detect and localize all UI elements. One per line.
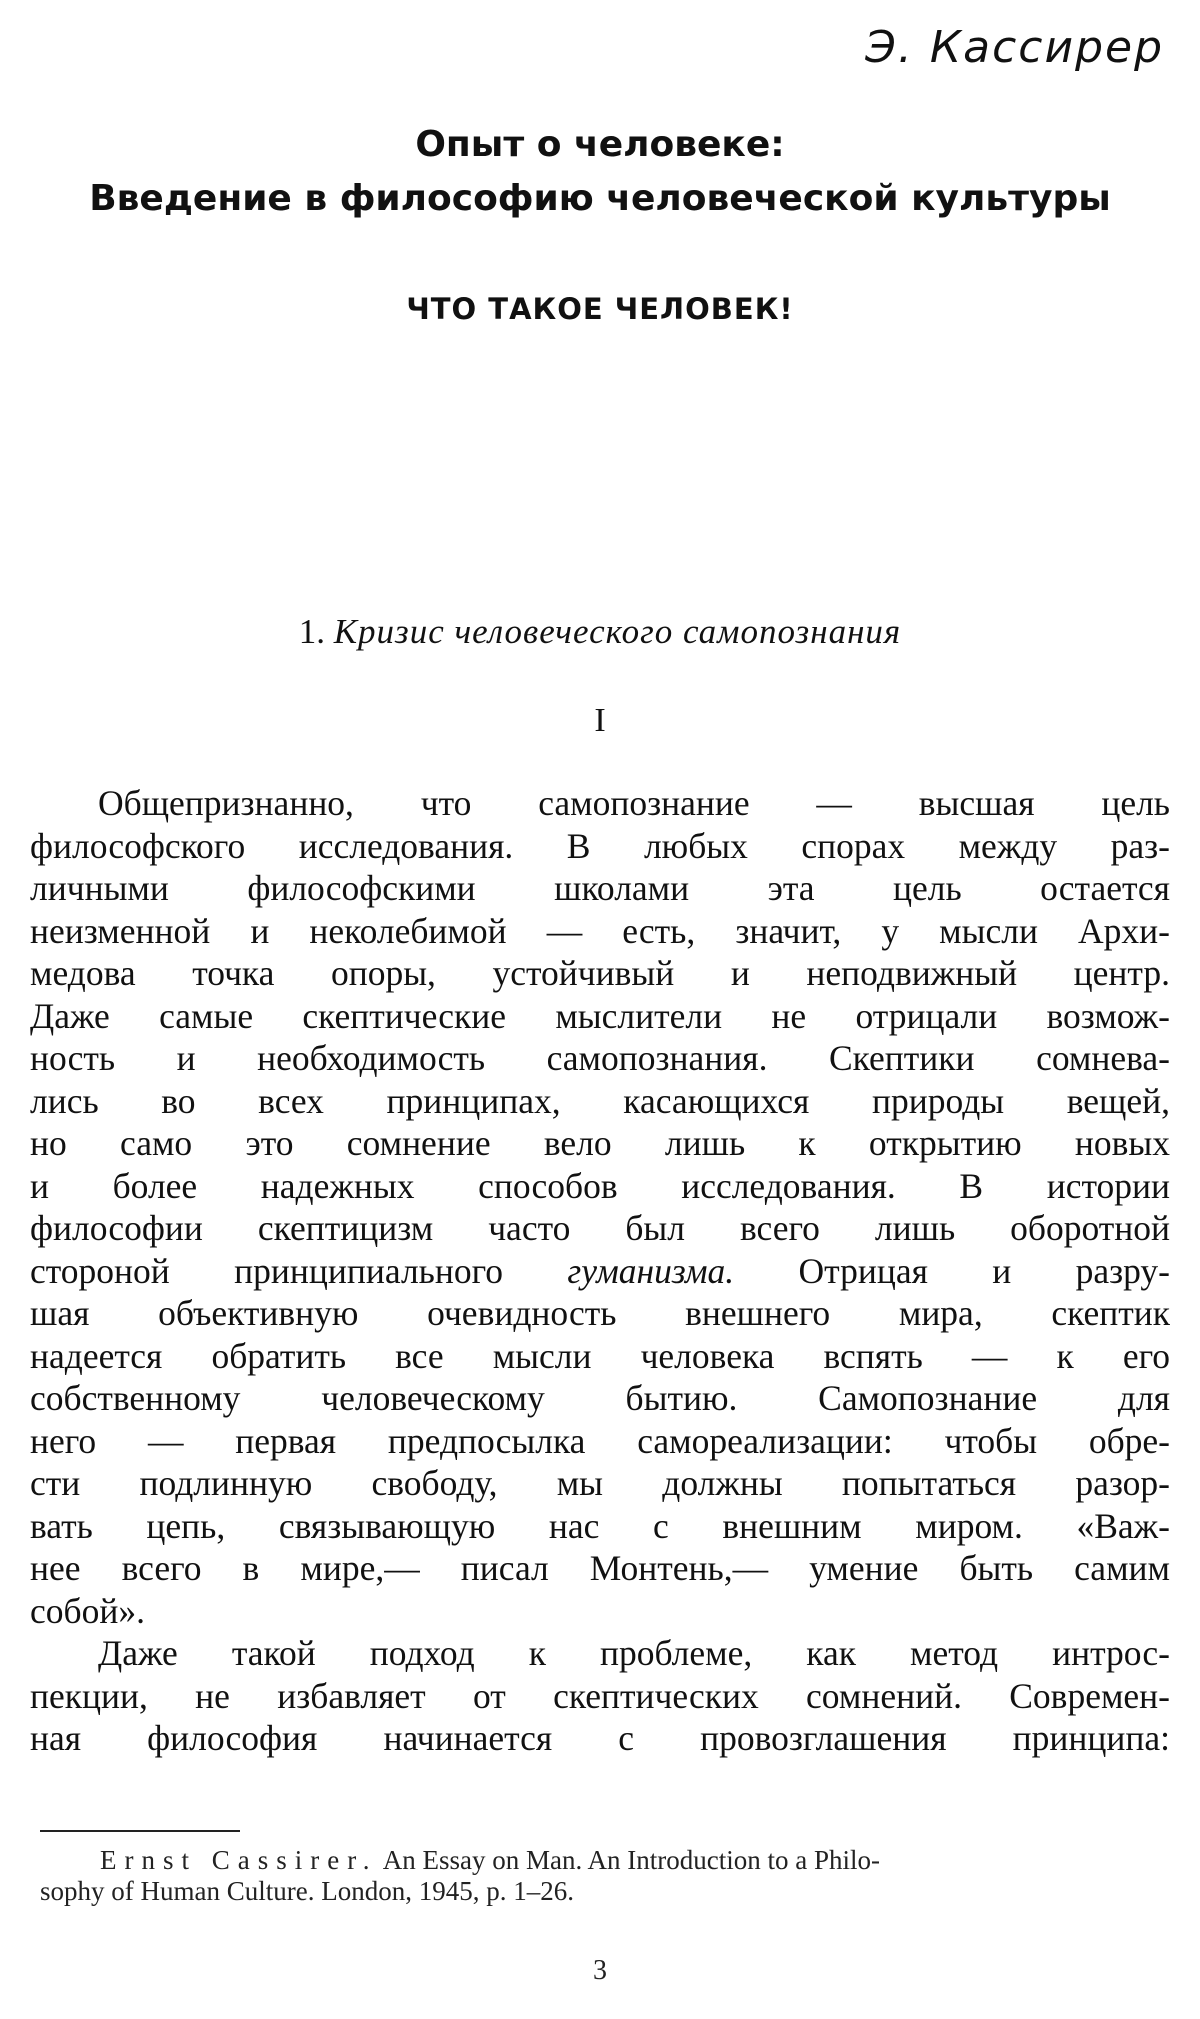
text-line: нее всего в мире,— писал Монтень,— умение быть самим <box>30 1548 1170 1588</box>
text-line: ность и необходимость самопознания. Скептики сомнева- <box>30 1038 1170 1078</box>
emphasis-humanism: гуманизма. <box>567 1250 735 1291</box>
text-line: Даже самые скептические мыслители не отрицали возмож- <box>30 995 1170 1036</box>
part-numeral: I <box>594 702 606 739</box>
text-line: ная философия начинается с провозглашения принципа: <box>30 1718 1170 1758</box>
footnote-rule <box>40 1830 240 1832</box>
footnote-author: Ernst Cassirer. <box>100 1845 378 1875</box>
chapter-subtitle: ЧТО ТАКОЕ ЧЕЛОВЕК! <box>406 292 794 326</box>
text-line-with-emphasis <box>30 1250 1170 1293</box>
text-line: собой». <box>30 1590 145 1631</box>
text-line: него — первая предпосылка самореализации: чтобы обре- <box>30 1420 1170 1461</box>
essay-title <box>30 118 1170 226</box>
title-line-2: Введение в философию человеческой культуры <box>89 178 1111 219</box>
footnote-line-2: sophy of Human Culture. London, 1945, p. 1–26. <box>40 1876 574 1906</box>
text-line: личными философскими школами эта цель остается <box>30 868 1170 908</box>
section-heading <box>0 612 1200 652</box>
footnote <box>40 1845 1170 1907</box>
text-line: лись во всех принципах, касающихся природы вещей, <box>30 1080 1170 1121</box>
body-text <box>30 782 1170 1760</box>
text-line: Даже такой подход к проблеме, как метод интрос- <box>98 1633 1170 1673</box>
footnote-line-1 <box>40 1845 1170 1876</box>
text-line: Общепризнанно, что самопознание — высшая цель <box>98 783 1170 823</box>
text-line: но само это сомнение вело лишь к открытию новых <box>30 1123 1170 1163</box>
text-fragment: стороной принципиального <box>30 1250 568 1291</box>
page-number: 3 <box>593 1955 607 1986</box>
text-line: собственному человеческому бытию. Самопознание для <box>30 1378 1170 1418</box>
title-line-1: Опыт о человеке: <box>415 124 785 165</box>
author-name: Э. Кассирер <box>865 22 1164 73</box>
text-line: шая объективную очевидность внешнего мира, скептик <box>30 1293 1170 1333</box>
text-line: сти подлинную свободу, мы должны попытаться разор- <box>30 1463 1170 1503</box>
text-line: неизменной и неколебимой — есть, значит, у мысли Архи- <box>30 910 1170 951</box>
text-line: и более надежных способов исследования. В истории <box>30 1165 1170 1206</box>
text-line: философии скептицизм часто был всего лишь оборотной <box>30 1208 1170 1248</box>
text-fragment: Отрицая и разру- <box>734 1250 1170 1291</box>
text-line: надеется обратить все мысли человека вспять — к его <box>30 1335 1170 1376</box>
text-line: вать цепь, связывающую нас с внешним миром. «Важ- <box>30 1505 1170 1546</box>
footnote-text: An Essay on Man. An Introduction to a Philo- <box>377 1845 880 1875</box>
text-line: пекции, не избавляет от скептических сомнений. Современ- <box>30 1675 1170 1716</box>
text-line: философского исследования. В любых спорах между раз- <box>30 825 1170 866</box>
text-line: медова точка опоры, устойчивый и неподвижный центр. <box>30 953 1170 993</box>
section-number: 1. <box>298 612 326 651</box>
section-title: Кризис человеческого самопознания <box>333 612 902 651</box>
